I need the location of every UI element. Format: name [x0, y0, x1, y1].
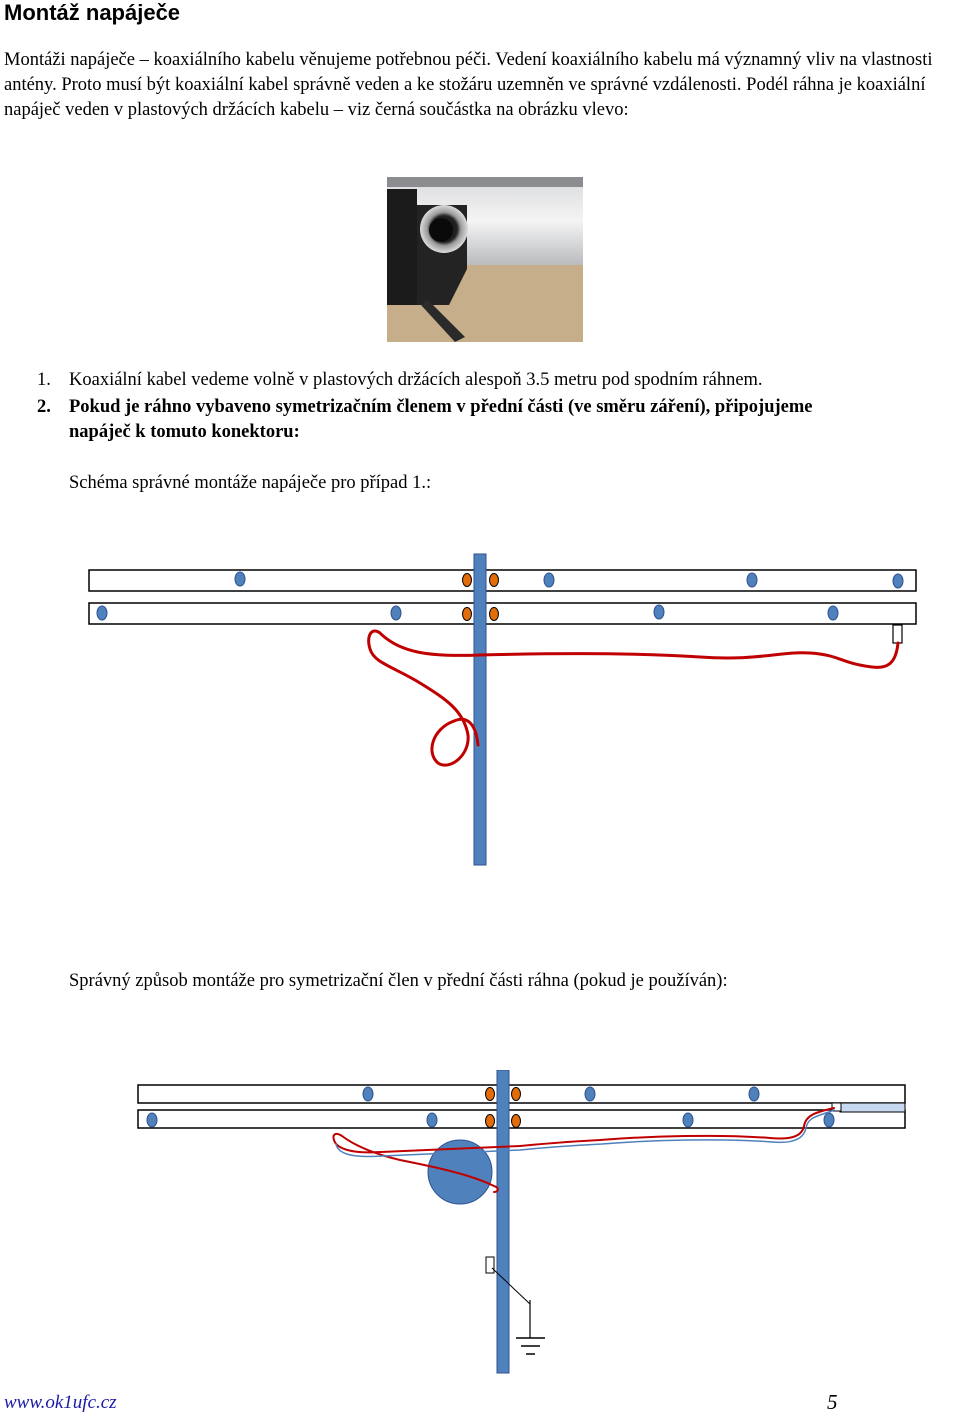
grounding-clamp	[486, 1257, 494, 1273]
list-item-2-continuation: napáječ k tomuto konektoru:	[69, 422, 300, 442]
list-item-1	[37, 368, 763, 393]
list-text: Pokud je ráhno vybaveno symetrizačním členem v přední části (ve směru záření), připojujeme	[69, 397, 813, 417]
list-text: Koaxiální kabel vedeme volně v plastových držácích alespoň 3.5 metru pod spodním ráhnem.	[69, 370, 763, 390]
ground-symbol	[516, 1338, 545, 1354]
list-number: 2.	[37, 397, 51, 417]
upper-boom	[89, 570, 916, 591]
upper-boom	[138, 1085, 905, 1103]
list-number: 1.	[37, 370, 51, 390]
feeder-diagram-case1	[0, 545, 960, 875]
footer-url: www.ok1ufc.cz	[4, 1392, 117, 1413]
footer-page-number: 5	[827, 1390, 838, 1414]
lower-boom	[138, 1110, 905, 1128]
coax-cable	[369, 631, 898, 765]
balun	[840, 1103, 905, 1112]
mast	[474, 554, 486, 865]
list-item-2	[37, 395, 813, 420]
feeder-diagram-balun	[0, 1070, 960, 1380]
page-heading: Montáž napáječe	[4, 0, 181, 25]
intro-paragraph: Montáži napáječe – koaxiálního kabelu věnujeme potřebnou péči. Vedení koaxiálního kabelu má významný vliv na vlastnosti antény. Proto musí být koaxiální kabel správně veden a ke stožáru uzemněn ve správné vzdálenosti. Podél ráhna je koaxiální napáječ veden v plastových držácích kabelu – viz černá součástka na obrázku vlevo:	[4, 50, 933, 120]
schema1-caption: Schéma správné montáže napáječe pro případ 1.:	[69, 473, 432, 493]
mast	[497, 1070, 509, 1373]
feed-connector	[893, 625, 902, 643]
lower-boom	[89, 603, 916, 624]
schema2-caption: Správný způsob montáže pro symetrizační člen v přední části ráhna (pokud je používán):	[69, 971, 728, 991]
cable-holder-photo	[387, 177, 583, 342]
